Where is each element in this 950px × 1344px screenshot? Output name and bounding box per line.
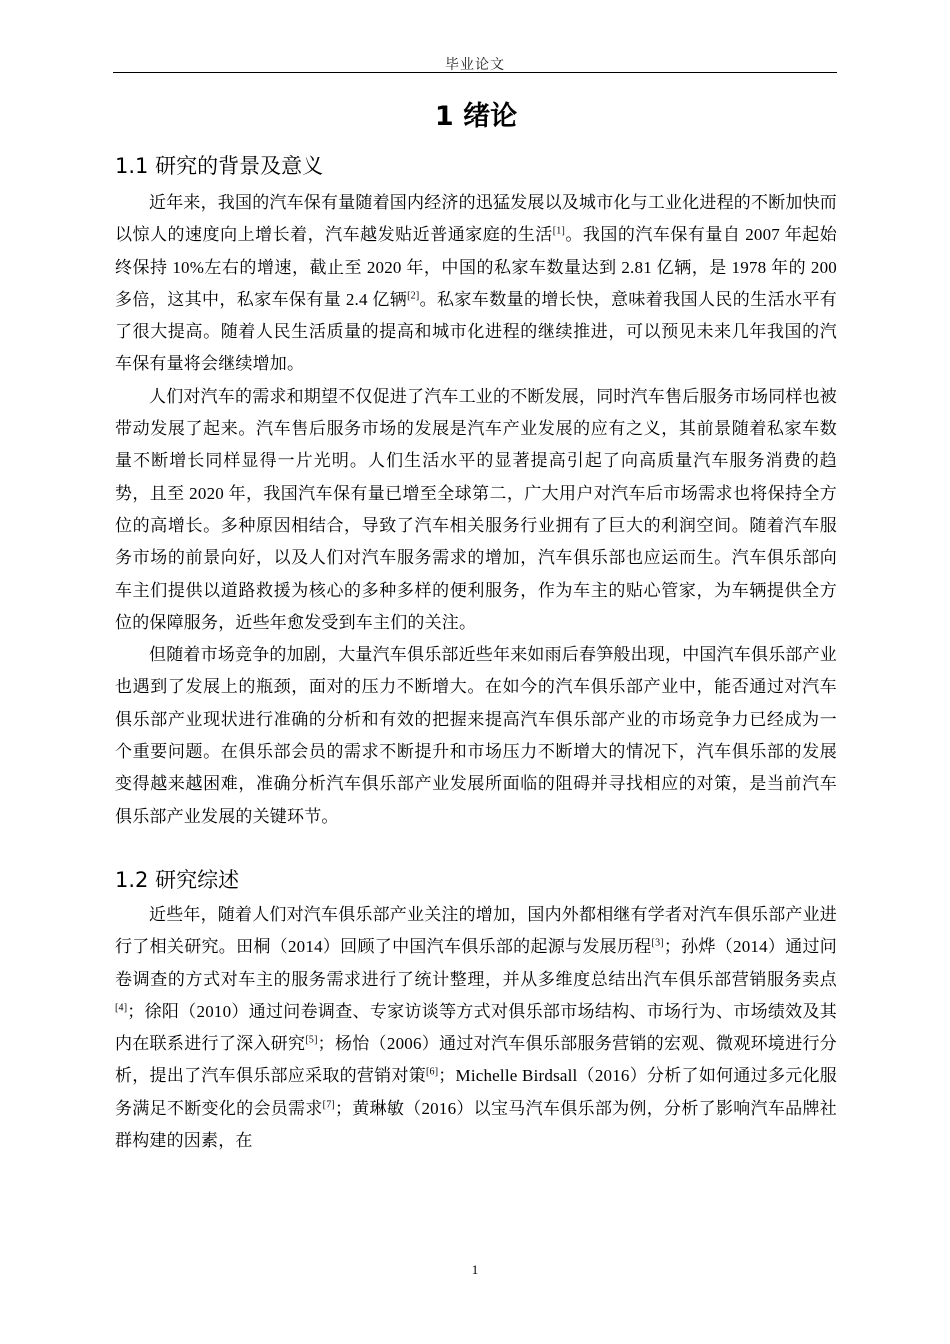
citation-marker: [4] <box>115 1002 128 1014</box>
section-background <box>115 151 837 833</box>
paragraph-text: ；Michelle Birdsall（2016）分析了如何通过多元化服务满足不断变化的会员需求 <box>115 1066 837 1118</box>
paragraph-text: 近年来，我国的汽车保有量随着国内经济的迅猛发展以及城市化与工业化进程的不断加快而以惊人的速度向上增长着，汽车越发贴近普通家庭的生活 <box>115 193 837 245</box>
paragraph <box>115 899 837 1157</box>
paragraph-text: 近些年，随着人们对汽车俱乐部产业关注的增加，国内外都相继有学者对汽车俱乐部产业进行了相关研究。田桐（2014）回顾了中国汽车俱乐部的起源与发展历程 <box>115 904 837 957</box>
chapter-title: 1 绪论 <box>434 101 518 132</box>
section-title: 1.2 研究综述 <box>115 867 240 892</box>
citation-marker: [3] <box>651 937 664 949</box>
paragraph-text: 。我国的汽车保有量自 2007 年起始终保持 10%左右的增速，截止至 2020 年，中国的私家车数量达到 2.81 亿辆，是 1978 年的 200 多倍，这其中，私家车保有量 2.4 亿辆 <box>115 225 837 309</box>
paragraph-text: 人们对汽车的需求和期望不仅促进了汽车工业的不断发展，同时汽车售后服务市场同样也被带动发展了起来。汽车售后服务市场的发展是汽车产业发展的应有之义，其前景随着私家车数量不断增长同样显得一片光明。人们生活水平的显著提高引起了向高质量汽车服务消费的趋势，且至 2020 年，我国汽车保有量已增至全球第二，广大用户对汽车后市场需求也将保持全方位的高增长。多种原因相结合，导致了汽车相关服务行业拥有了巨大的利润空间。随着汽车服务市场的前景向好，以及人们对汽车服务需求的增加，汽车俱乐部也应运而生。汽车俱乐部向车主们提供以道路救援为核心的多种多样的便利服务，作为车主的贴心管家，为车辆提供全方位的保障服务，近些年愈发受到车主们的关注。 <box>115 386 837 632</box>
section-title: 1.1 研究的背景及意义 <box>115 154 324 178</box>
paragraph <box>115 381 837 639</box>
section-review <box>115 865 837 1157</box>
header-divider <box>113 72 837 73</box>
paragraph-text: ；徐阳（2010）通过问卷调查、专家访谈等方式对俱乐部市场结构、市场行为、市场绩效及其内在联系进行了深入研究 <box>115 1001 837 1054</box>
paragraph <box>115 187 837 381</box>
running-header: 毕业论文 <box>445 58 505 73</box>
citation-marker: [5] <box>305 1034 318 1046</box>
paragraph <box>115 639 837 833</box>
paragraph-text: ；黄琳敏（2016）以宝马汽车俱乐部为例，分析了影响汽车品牌社群构建的因素，在 <box>115 1098 837 1151</box>
paragraph-text: ；杨怡（2006）通过对汽车俱乐部服务营销的宏观、微观环境进行分析，提出了汽车俱乐部应采取的营销对策 <box>115 1034 838 1086</box>
page-number: 1 <box>471 1262 479 1277</box>
paragraph-text: 但随着市场竞争的加剧，大量汽车俱乐部近些年来如雨后春笋般出现，中国汽车俱乐部产业也遇到了发展上的瓶颈，面对的压力不断增大。在如今的汽车俱乐部产业中，能否通过对汽车俱乐部产业现状进行准确的分析和有效的把握来提高汽车俱乐部产业的市场竞争力已经成为一个重要问题。在俱乐部会员的需求不断提升和市场压力不断增大的情况下，汽车俱乐部的发展变得越来越困难，准确分析汽车俱乐部产业发展所面临的阻碍并寻找相应的对策，是当前汽车俱乐部产业发展的关键环节。 <box>115 645 837 826</box>
citation-marker: [2] <box>407 290 420 302</box>
citation-marker: [6] <box>426 1066 439 1078</box>
paragraph-text: ；孙烨（2014）通过问卷调查的方式对车主的服务需求进行了统计整理，并从多维度总结出汽车俱乐部营销服务卖点 <box>115 937 837 989</box>
page-body <box>115 97 837 1157</box>
citation-marker: [7] <box>322 1099 335 1111</box>
citation-marker: [1] <box>552 225 566 237</box>
paragraph-text: 。私家车数量的增长快，意味着我国人民的生活水平有了很大提高。随着人民生活质量的提高和城市化进程的继续推进，可以预见未来几年我国的汽车保有量将会继续增加。 <box>115 289 837 374</box>
